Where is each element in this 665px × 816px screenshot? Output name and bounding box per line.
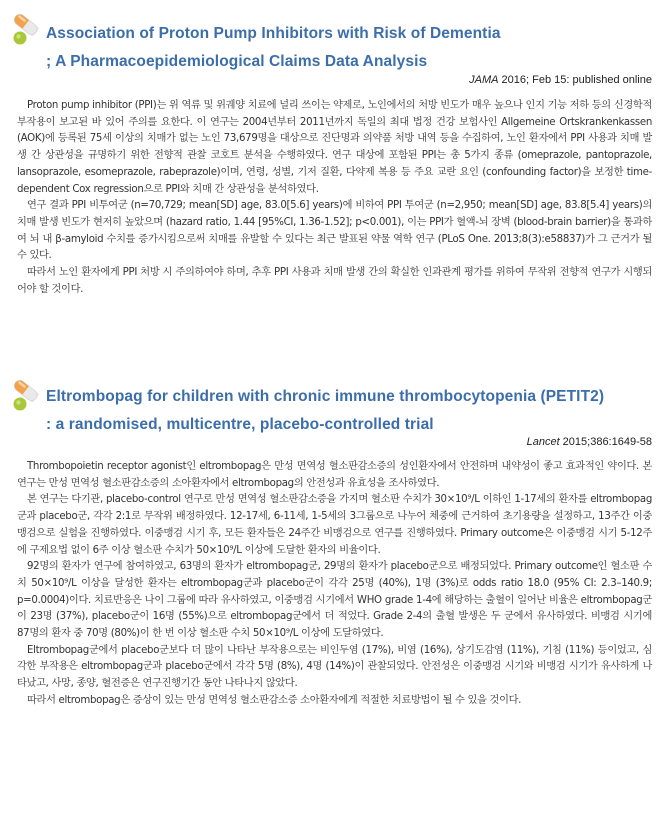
article-title-line-1: Eltrombopag for children with chronic immune thrombocytopenia (PETIT2): [46, 388, 605, 405]
article-citation: [469, 74, 652, 86]
article-title-line-2: : a randomised, multicentre, placebo-controlled trial: [46, 416, 434, 433]
body-paragraph: 따라서 eltrombopag은 증상이 있는 만성 면역성 혈소판감소증 소아환자에게 적절한 치료방법이 될 수 있을 것이다.: [27, 694, 522, 706]
body-paragraph: 따라서 노인 환자에게 PPI 처방 시 주의하여야 하며, 추후 PPI 사용과 치매 발생 간의 확실한 인과관계 평가를 위하여 무작위 전향적 연구가 시행되어야 할 것이다.: [17, 267, 652, 295]
article-title: [46, 20, 651, 76]
article-body: [17, 459, 652, 710]
article-title: [46, 383, 651, 439]
citation-details: 2015;386:1649-58: [559, 436, 652, 448]
article-body: [17, 98, 652, 298]
body-paragraph: 92명의 환자가 연구에 참여하였고, 63명의 환자가 eltrombopag군, 29명의 환자가 placebo군으로 배정되었다. Primary outcome인 혈소판 수치 50×10⁹/L 이상을 달성한 환자는 eltrombopag군과 placebo군이 각각 25명 (40%), 1명 (3%)로 odds ratio 18.0 (95% CI: 2.3–140.9; p=0.0004)이다. 치료반응은 나이 그룹에 따라 유사하였고, 이중맹검 시기에서 WHO grade 1-4에 해당하는 출혈이 일어난 비율은 eltrombopag군이 23명 (37%), placebo군이 16명 (55%)으로 eltrombopag군에서 더 적었다. Grade 2-4의 출혈 발생은 두 군에서 유사하였다. 비맹검 시기에 87명의 환자 중 70명 (80%)이 한 번 이상 혈소판 수치 50×10⁹/L 이상에 도달하였다.: [17, 561, 652, 640]
body-paragraph: Thrombopoietin receptor agonist인 eltrombopag은 만성 면역성 혈소판감소증의 성인환자에서 안전하며 내약성이 좋고 효과적인 약이다. 본 연구는 만성 면역성 혈소판감소증의 소아환자에서 eltrombopag의 안전성과 유효성을 조사하였다.: [17, 461, 652, 489]
journal-name: JAMA: [469, 74, 499, 86]
article-citation: [527, 436, 652, 448]
body-paragraph: Eltrombopag군에서 placebo군보다 더 많이 나타난 부작용으로는 비인두염 (17%), 비염 (16%), 상기도감염 (11%), 기침 (11%) 등이었고, 심각한 부작용은 eltrombopag군과 placebo군에서 각각 5명 (8%), 4명 (14%)이 관찰되었다. 안전성은 이중맹검 시기와 비맹검 시기가 유사하게 나타났고, 사망, 종양, 혈전증은 연구진행기간 동안 나타나지 않았다.: [17, 644, 652, 690]
citation-details: 2016; Feb 15: published online: [498, 74, 652, 86]
body-paragraph: 본 연구는 다기관, placebo-control 연구로 만성 면역성 혈소판감소증을 가지며 혈소판 수치가 30×10⁹/L 이하인 1-17세의 환자를 eltrombopag군과 placebo군, 각각 2:1로 무작위 배정하였다. 12-17세, 6-11세, 1-5세의 3그룹으로 나누어 체중에 근거하여 초기용량을 설정하고, 13주간 이중맹검으로 실험을 진행하였다. 이중맹검 시기 후, 모든 환자들은 24주간 비맹검으로 연구를 진행하였다. Primary outcome은 이중맹검 시기 5-12주에 구제요법 없이 6주 이상 혈소판 수치가 50×10⁹/L 이상에 도달한 환자의 비율이다.: [17, 494, 652, 556]
article-title-line-1: Association of Proton Pump Inhibitors with Risk of Dementia: [46, 25, 501, 42]
article-title-line-2: ; A Pharmacoepidemiological Claims Data Analysis: [46, 53, 428, 70]
body-paragraph: 연구 결과 PPI 비투여군 (n=70,729; mean[SD] age, 83.0[5.6] years)에 비하여 PPI 투여군 (n=2,950; mean[SD] age, 83.8[5.4] years)의 치매 발생 빈도가 현저히 높았으며 (hazard ratio, 1.44 [95%CI, 1.36-1.52]; p<0.001), 이는 PPI가 혈액-뇌 장벽 (blood-brain barrier)을 통과하여 뇌 내 β-amyloid 수치를 증가시킴으로써 치매를 유발할 수 있다는 최근 발표된 약물 역학 연구 (PLoS One. 2013;8(3):e58837)가 그 근거가 될 수 있다.: [17, 200, 652, 262]
body-paragraph: Proton pump inhibitor (PPI)는 위 역류 및 위궤양 치료에 널리 쓰이는 약제로, 노인에서의 처방 빈도가 매우 높으나 인지 기능 저하 등의 신경학적 부작용이 보고된 바 있어 주의를 요한다. 이 연구는 2004년부터 2011년까지 독일의 최대 법정 건강 보험사인 Allgemeine Ortskrankenkassen (AOK)에 등록된 75세 이상의 치매가 없는 노인 73,679명을 대상으로 진단명과 의약품 처방 내역 등을 수집하여, 노인 환자에서 PPI 사용과 치매 발생 간 상관성을 규명하기 위한 전향적 관찰 코호트 분석을 수행하였다. 연구 대상에 포함된 PPI는 총 5가지 종류 (omeprazole, pantoprazole, lansoprazole, esomeprazole, rabeprazole)이며, 연령, 성별, 기저 질환, 다약제 복용 등 주요 교란 요인 (confounding factor)을 보정한 time-dependent Cox regression으로 PPI와 치매 간 상관성을 분석하였다.: [17, 100, 652, 195]
pill-capsule-icon: [11, 376, 45, 412]
pill-capsule-icon: [11, 10, 45, 46]
journal-name: Lancet: [526, 436, 560, 448]
